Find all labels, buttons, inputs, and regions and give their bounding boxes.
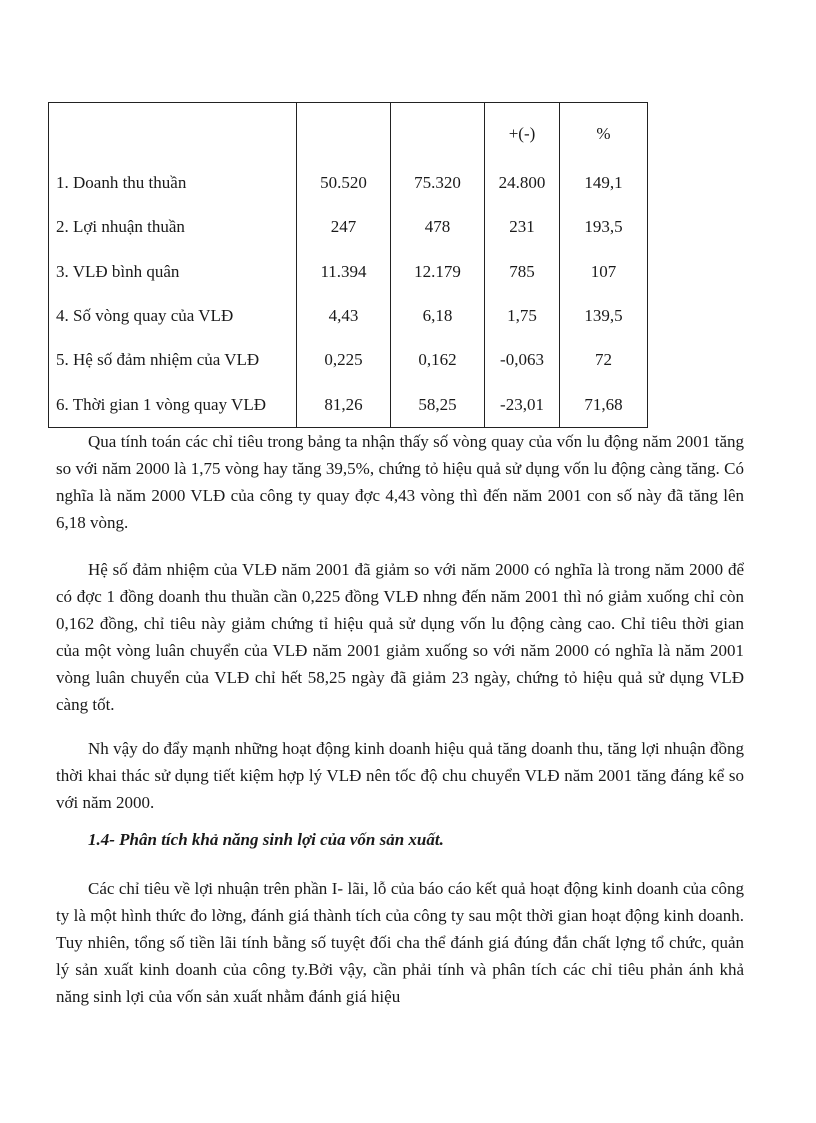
table-cell: 0,162 xyxy=(391,338,485,382)
row-label: 3. VLĐ bình quân xyxy=(49,250,297,294)
indicator-table xyxy=(48,102,648,428)
table-cell: 24.800 xyxy=(485,161,560,205)
row-label: 4. Số vòng quay của VLĐ xyxy=(49,294,297,338)
table-cell: 231 xyxy=(485,205,560,249)
table-cell: 0,225 xyxy=(297,338,391,382)
table-cell: 58,25 xyxy=(391,382,485,427)
table-cell: 139,5 xyxy=(560,294,648,338)
header-cell xyxy=(297,103,391,162)
table-cell: 12.179 xyxy=(391,250,485,294)
table-cell: 72 xyxy=(560,338,648,382)
table-cell: 11.394 xyxy=(297,250,391,294)
row-label: 6. Thời gian 1 vòng quay VLĐ xyxy=(49,382,297,427)
row-label: 1. Doanh thu thuần xyxy=(49,161,297,205)
paragraph-profitability: Các chỉ tiêu về lợi nhuận trên phần I- lãi, lỗ của báo cáo kết quả hoạt động kinh doanh của công ty là một hình thức đo lờng, đánh giá thành tích của công ty sau một thời gian hoạt động kinh doanh. Tuy nhiên, tổng số tiền lãi tính bằng số tuyệt đối cha thể đánh giá đúng đắn chất lợng tổ chức, quản lý sản xuất kinh doanh của công ty.Bởi vậy, cần phải tính và phân tích các chỉ tiêu phản ánh khả năng sinh lợi của vốn sản xuất nhằm đánh giá hiệu xyxy=(56,879,744,1006)
table-cell: 107 xyxy=(560,250,648,294)
table-row xyxy=(49,382,648,427)
table-row xyxy=(49,205,648,249)
table-cell: 247 xyxy=(297,205,391,249)
table-row xyxy=(49,294,648,338)
table-cell: 193,5 xyxy=(560,205,648,249)
table-row xyxy=(49,250,648,294)
table-cell: 50.520 xyxy=(297,161,391,205)
paragraph-conclusion: Nh vậy do đẩy mạnh những hoạt động kinh doanh hiệu quả tăng doanh thu, tăng lợi nhuận đồng thời khai thác sử dụng tiết kiệm hợp lý VLĐ nên tốc độ chu chuyển VLĐ năm 2001 tăng đáng kể so với năm 2000. xyxy=(56,739,744,812)
table-cell: -0,063 xyxy=(485,338,560,382)
row-label: 2. Lợi nhuận thuần xyxy=(49,205,297,249)
table-cell: 478 xyxy=(391,205,485,249)
table-header-row xyxy=(49,103,648,162)
table-cell: 75.320 xyxy=(391,161,485,205)
paragraph-turnover: Qua tính toán các chỉ tiêu trong bảng ta nhận thấy số vòng quay của vốn lu động năm 2001 tăng so với năm 2000 là 1,75 vòng hay tăng 39,5%, chứng tỏ hiệu quả sử dụng vốn lu động càng tăng. Có nghĩa là năm 2000 VLĐ của công ty quay đợc 4,43 vòng thì đến năm 2001 con số này đã tăng lên 6,18 vòng. xyxy=(56,432,744,532)
paragraph-burden-ratio: Hệ số đảm nhiệm của VLĐ năm 2001 đã giảm so với năm 2000 có nghĩa là trong năm 2000 để có đợc 1 đồng doanh thu thuần cần 0,225 đồng VLĐ nhng đến năm 2001 thì nó giảm xuống chỉ còn 0,162 đồng, chỉ tiêu này giảm chứng tỉ hiệu quả sử dụng vốn lu động càng cao. Chỉ tiêu thời gian của một vòng luân chuyển của VLĐ năm 2001 giảm xuống so với năm 2000 có nghĩa là năm 2001 vòng luân chuyển của VLĐ chỉ hết 58,25 ngày đã giảm 23 ngày, chứng tỏ hiệu quả sử dụng VLĐ càng tốt. xyxy=(56,560,744,714)
header-cell-percent: % xyxy=(560,103,648,162)
header-cell xyxy=(49,103,297,162)
header-cell-change: +(-) xyxy=(485,103,560,162)
table-cell: 81,26 xyxy=(297,382,391,427)
section-heading: 1.4- Phân tích khả năng sinh lợi của vốn sản xuất. xyxy=(88,830,444,849)
table-cell: 149,1 xyxy=(560,161,648,205)
table-cell: 1,75 xyxy=(485,294,560,338)
table-cell: 4,43 xyxy=(297,294,391,338)
header-cell xyxy=(391,103,485,162)
table-cell: 71,68 xyxy=(560,382,648,427)
table-cell: 6,18 xyxy=(391,294,485,338)
table-row xyxy=(49,161,648,205)
table-row xyxy=(49,338,648,382)
table-cell: 785 xyxy=(485,250,560,294)
row-label: 5. Hệ số đảm nhiệm của VLĐ xyxy=(49,338,297,382)
table-cell: -23,01 xyxy=(485,382,560,427)
